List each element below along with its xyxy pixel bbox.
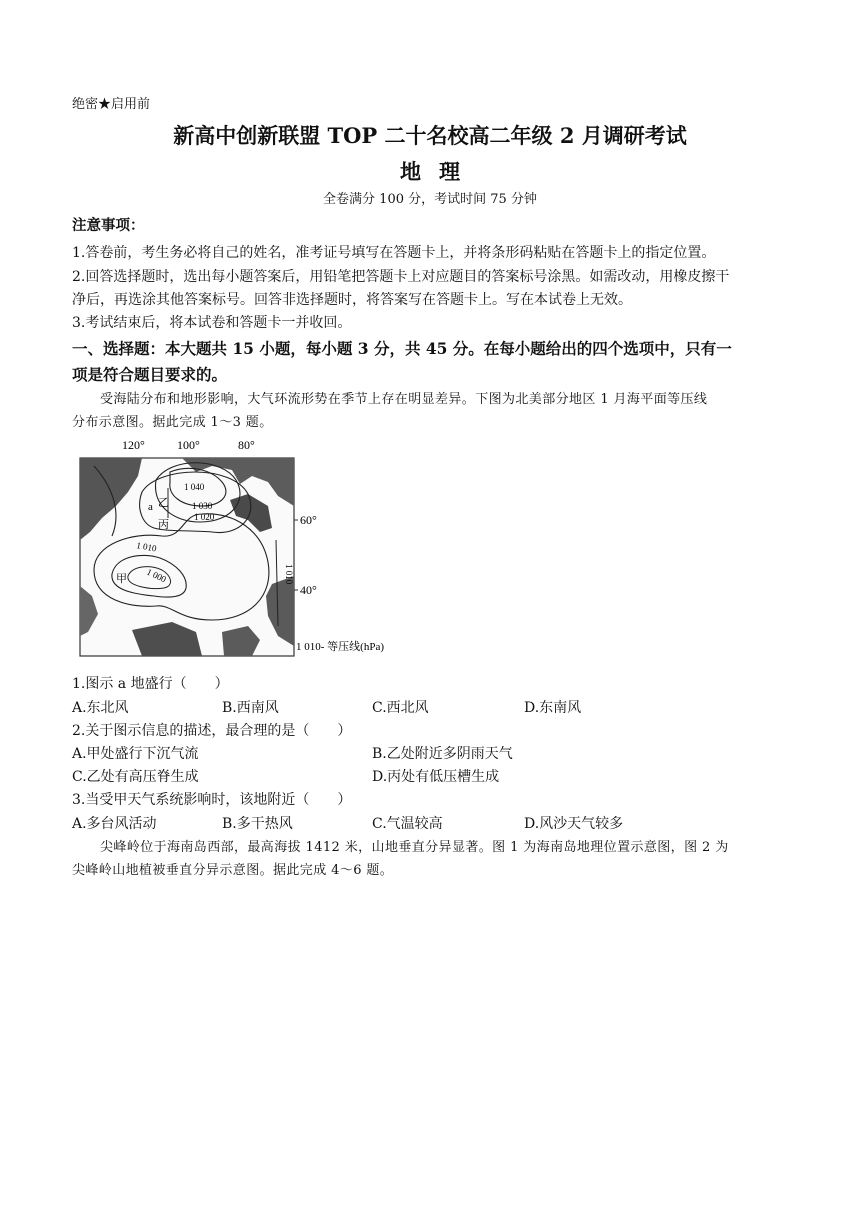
question-1-stem: 1.图示 a 地盛行（ ） [72, 676, 229, 692]
section-heading-cont: 项是符合题目要求的。 [72, 365, 228, 384]
point-label-yi: 乙 [158, 497, 169, 509]
lon-label-80: 80° [238, 438, 255, 452]
point-label-jia: 甲 [116, 573, 127, 585]
question-2-option-b: B.乙处附近多阴雨天气 [372, 746, 513, 762]
confidential-mark: 绝密★启用前 [72, 97, 151, 112]
isobar-map-figure [72, 436, 452, 664]
isobar-label-1040: 1 040 [184, 482, 205, 492]
material-intro-1: 受海陆分布和地形影响，大气环流形势在季节上存在明显差异。下图为北美部分地区 1 月海平面等压线 [100, 392, 708, 407]
notice-item-2-cont: 净后，再选涂其他答案标号。回答非选择题时，将答案写在答题卡上。写在本试卷上无效。 [72, 292, 632, 308]
question-3-stem: 3.当受甲天气系统影响时，该地附近（ ） [72, 792, 352, 808]
isobar-label-1010-west: 1 010 [135, 540, 158, 554]
point-label-a: a [148, 501, 153, 513]
question-3-option-b: B.多干热风 [222, 816, 293, 832]
isobar-label-1010-east: 1 010 [284, 564, 294, 585]
question-3-option-c: C.气温较高 [372, 816, 443, 832]
lon-label-120: 120° [122, 438, 145, 452]
question-1-option-d: D.东南风 [524, 700, 582, 716]
section-heading: 一、选择题：本大题共 15 小题，每小题 3 分，共 45 分。在每小题给出的四个选项中，只有一 [72, 339, 732, 358]
question-2-option-d: D.丙处有低压槽生成 [372, 769, 500, 785]
material-intro-1-cont: 分布示意图。据此完成 1～3 题。 [72, 415, 273, 430]
isobar-legend: 1 010- 等压线(hPa) [296, 641, 384, 653]
notice-heading: 注意事项： [72, 217, 145, 234]
isobar-label-1020: 1 020 [194, 512, 215, 522]
question-3-option-d: D.风沙天气较多 [524, 816, 624, 832]
subject-title: 地理 [400, 159, 478, 184]
notice-item-2: 2.回答选择题时，选出每小题答案后，用铅笔把答题卡上对应题目的答案标号涂黑。如需改动，用橡皮擦干 [72, 269, 730, 285]
material-intro-2-cont: 尖峰岭山地植被垂直分异示意图。据此完成 4～6 题。 [72, 863, 394, 878]
score-info: 全卷满分 100 分，考试时间 75 分钟 [323, 192, 537, 207]
point-label-bing: 丙 [158, 519, 169, 531]
notice-item-3: 3.考试结束后，将本试卷和答题卡一并收回。 [72, 315, 352, 331]
isobar-label-1000: 1 000 [145, 566, 168, 585]
question-2-stem: 2.关于图示信息的描述，最合理的是（ ） [72, 723, 352, 739]
lat-label-60: 60° [300, 513, 317, 527]
question-2-option-a: A.甲处盛行下沉气流 [72, 746, 199, 762]
exam-title: 新高中创新联盟 TOP 二十名校高二年级 2 月调研考试 [173, 123, 687, 148]
question-1-option-c: C.西北风 [372, 700, 429, 716]
notice-item-1: 1.答卷前，考生务必将自己的姓名，准考证号填写在答题卡上，并将条形码粘贴在答题卡上的指定位置。 [72, 245, 716, 261]
question-1-option-a: A.东北风 [72, 700, 129, 716]
question-2-option-c: C.乙处有高压脊生成 [72, 769, 199, 785]
question-3-option-a: A.多台风活动 [72, 816, 157, 832]
question-1-option-b: B.西南风 [222, 700, 279, 716]
isobar-label-1030: 1 030 [192, 501, 213, 511]
lat-label-40: 40° [300, 583, 317, 597]
lon-label-100: 100° [177, 438, 200, 452]
material-intro-2: 尖峰岭位于海南岛西部，最高海拔 1412 米，山地垂直分异显著。图 1 为海南岛地理位置示意图，图 2 为 [100, 840, 729, 855]
